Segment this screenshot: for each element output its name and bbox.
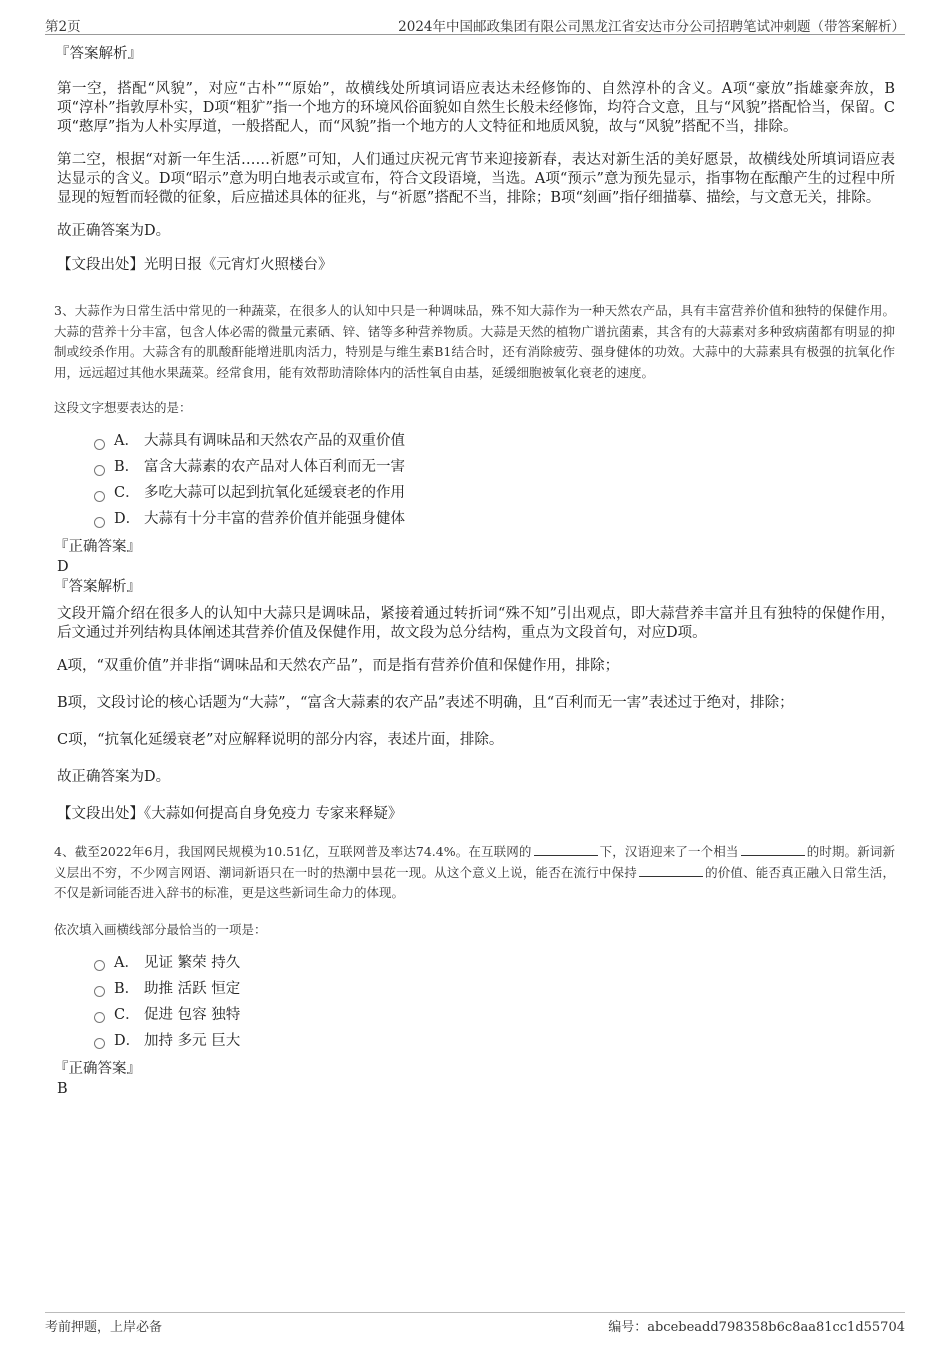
q4-option-b[interactable]: B． 助推 活跃 恒定 xyxy=(94,976,895,1002)
q3-analysis-label: 『答案解析』 xyxy=(54,579,141,595)
radio-icon[interactable] xyxy=(94,960,105,971)
q4-answer-label: 『正确答案』 xyxy=(54,1060,141,1077)
q3-analysis-para-1: 文段开篇介绍在很多人的认知中大蒜只是调味品，紧接着通过转折词“殊不知”引出观点，即大蒜营养丰富并且有独特的保健作用，后文通过并列结构具体阐述其营养价值及保健作用，故文段为总分结构，重点为文段首句，对应D项。 xyxy=(57,606,895,641)
q3-analysis xyxy=(57,605,895,824)
question-3 xyxy=(54,301,895,597)
radio-icon[interactable] xyxy=(94,986,105,997)
q3-analysis-para-3: B项，文段讨论的核心话题为“大蒜”，“富含大蒜素的农产品”表述不明确，且“百利而无一害”表述过于绝对，排除； xyxy=(57,695,794,711)
q4-options xyxy=(94,950,895,1054)
question-4 xyxy=(54,842,895,1099)
document-code: 编号：abcebeadd798358b6c8aa81cc1d55704 xyxy=(608,1320,905,1335)
page-footer xyxy=(45,1312,905,1335)
q3-option-c[interactable]: C． 多吃大蒜可以起到抗氧化延缓衰老的作用 xyxy=(94,480,895,506)
q3-options xyxy=(94,428,895,532)
q4-answer: B xyxy=(57,1080,68,1097)
page-header xyxy=(45,14,905,35)
q3-conclusion: 故正确答案为D。 xyxy=(57,769,171,785)
q3-option-b[interactable]: B． 富含大蒜素的农产品对人体百利而无一害 xyxy=(94,454,895,480)
q3-prompt: 这段文字想要表达的是： xyxy=(54,400,192,415)
q4-option-c[interactable]: C． 促进 包容 独特 xyxy=(94,1002,895,1028)
q4-stem: 4、截至2022年6月，我国网民规模为10.51亿，互联网普及率达74.4%。在互联网的 下，汉语迎来了一个相当 的时期。新词新义层出不穷，不少网言网语、潮词新语只在一时的热潮中昙花一现。从这个意义上说，能否在流行中保持 的价值、能否真正融入日常生活，不仅是新词能否进入辞书的标准，更是这些新词生命力的体现。 xyxy=(54,844,895,900)
q3-analysis-para-4: C项，“抗氧化延缓衰老”对应解释说明的部分内容，表述片面，排除。 xyxy=(57,732,504,748)
q4-option-a[interactable]: A． 见证 繁荣 持久 xyxy=(94,950,895,976)
page-content xyxy=(54,44,895,1099)
page-number: 第2页 xyxy=(45,19,81,35)
document-title: 2024年中国邮政集团有限公司黑龙江省安达市分公司招聘笔试冲刺题（带答案解析） xyxy=(398,19,905,35)
q3-option-d[interactable]: D． 大蒜有十分丰富的营养价值并能强身健体 xyxy=(94,506,895,532)
blank-3[interactable] xyxy=(639,864,703,877)
q4-prompt: 依次填入画横线部分最恰当的一项是： xyxy=(54,921,267,937)
radio-icon[interactable] xyxy=(94,491,105,502)
q3-answer: D xyxy=(57,559,69,575)
q3-source: 【文段出处】《大蒜如何提高自身免疫力 专家来释疑》 xyxy=(57,806,403,822)
blank-2[interactable] xyxy=(741,843,805,856)
q3-answer-label: 『正确答案』 xyxy=(54,539,141,555)
q3-analysis-para-2: A项，“双重价值”并非指“调味品和天然农产品”，而是指有营养价值和保健作用，排除； xyxy=(57,658,620,674)
footer-slogan: 考前押题，上岸必备 xyxy=(45,1320,163,1335)
radio-icon[interactable] xyxy=(94,1038,105,1049)
q3-stem: 3、大蒜作为日常生活中常见的一种蔬菜，在很多人的认知中只是一种调味品，殊不知大蒜作为一种天然农产品，具有丰富营养价值和独特的保健作用。大蒜的营养十分丰富，包含人体必需的微量元素硒、锌、锗等多种营养物质。大蒜是天然的植物广谱抗菌素，其含有的大蒜素对多种致病菌都有明显的抑制或绞杀作用。大蒜含有的肌酸酐能增进肌肉活力，特别是与维生素B1结合时，还有消除疲劳、强身健体的功效。大蒜中的大蒜素具有极强的抗氧化作用，远远超过其他水果蔬菜。经常食用，能有效帮助清除体内的活性氧自由基，延缓细胞被氧化衰老的速度。 xyxy=(54,303,895,380)
radio-icon[interactable] xyxy=(94,465,105,476)
q4-option-d[interactable]: D． 加持 多元 巨大 xyxy=(94,1028,895,1054)
q3-option-a[interactable]: A． 大蒜具有调味品和天然农产品的双重价值 xyxy=(94,428,895,454)
q2-source: 【文段出处】光明日报《元宵灯火照楼台》 xyxy=(57,257,333,273)
q2-analysis-para-1: 第一空，搭配“风貌”，对应“古朴”“原始”，故横线处所填词语应表达未经修饰的、自然淳朴的含义。A项“豪放”指雄豪奔放，B项“淳朴”指敦厚朴实，D项“粗犷”指一个地方的环境风俗面貌如自然生长般未经修饰，均符合文意，且与“风貌”搭配恰当，保留。C项“憨厚”指为人朴实厚道，一般搭配人，而“风貌”指一个地方的人文特征和地质风貌，故与“风貌”搭配不当，排除。 xyxy=(57,81,895,135)
q2-analysis-para-2: 第二空，根据“对新一年生活……祈愿”可知，人们通过庆祝元宵节来迎接新春，表达对新生活的美好愿景，故横线处所填词语应表达显示的含义。D项“昭示”意为明白地表示或宣布，符合文段语境，当选。A项“预示”意为预先显示，指事物在酝酿产生的过程中所显现的短暂而轻微的征象，后应描述具体的征兆，与“祈愿”搭配不当，排除；B项“刻画”指仔细描摹、描绘，与文意无关，排除。 xyxy=(57,152,895,206)
q2-analysis xyxy=(57,44,895,275)
blank-1[interactable] xyxy=(534,843,598,856)
q2-conclusion: 故正确答案为D。 xyxy=(57,223,171,239)
radio-icon[interactable] xyxy=(94,439,105,450)
radio-icon[interactable] xyxy=(94,517,105,528)
q2-analysis-label: 『答案解析』 xyxy=(55,46,142,62)
radio-icon[interactable] xyxy=(94,1012,105,1023)
